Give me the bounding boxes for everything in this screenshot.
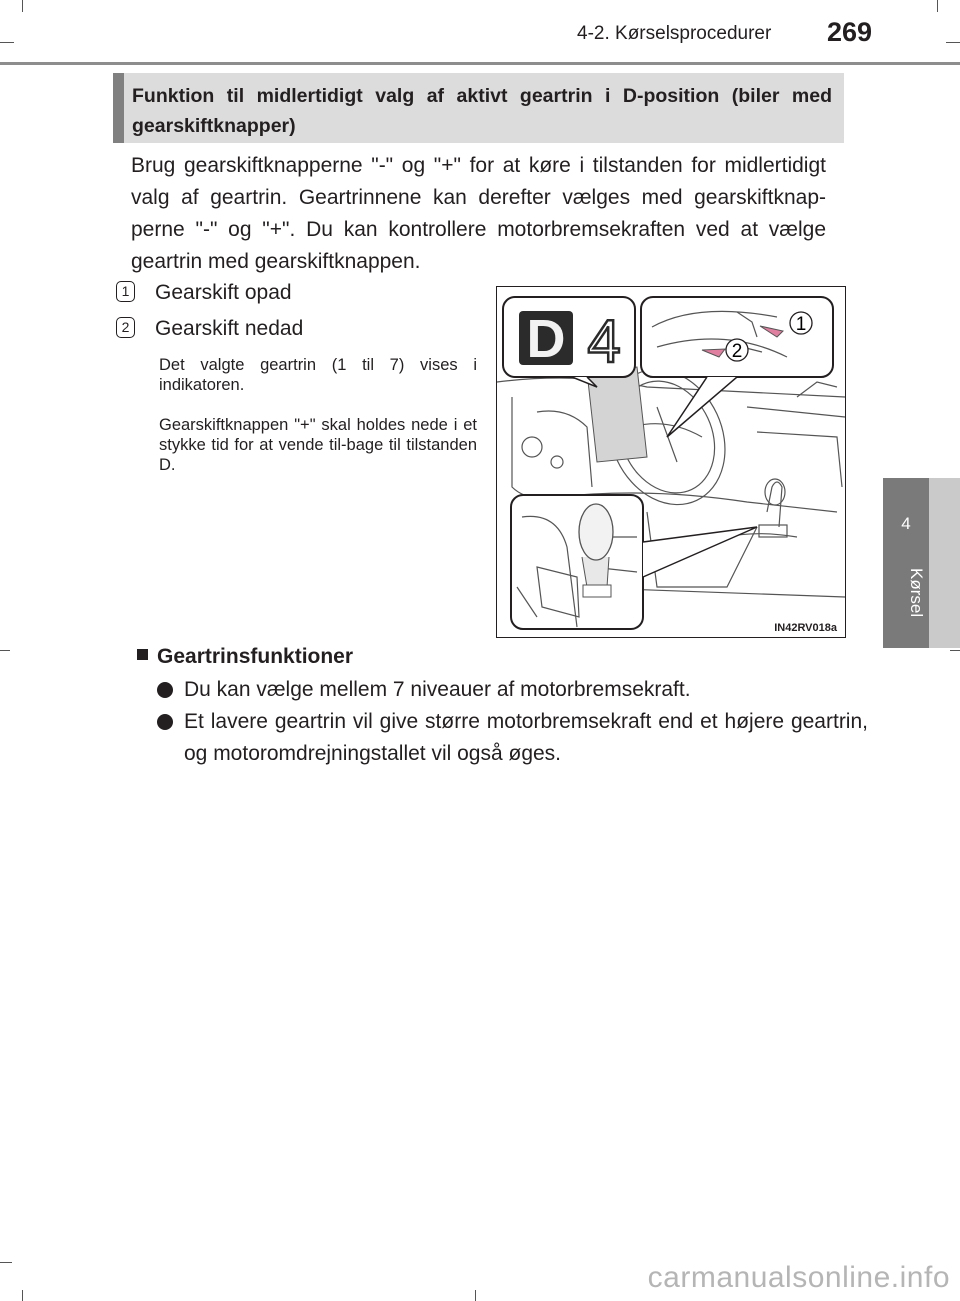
crop-mark: [950, 650, 960, 651]
crop-mark: [0, 650, 10, 651]
note-hold-button: Gearskiftknappen "+" skal holdes nede i et stykke tid for at vende til-bage til tilstanden D.: [159, 416, 477, 474]
item-label: Gearskift nedad: [155, 317, 304, 340]
list-item-upshift: [116, 281, 292, 305]
figure-code: IN42RV018a: [774, 622, 837, 634]
callout-number-2: 2: [731, 341, 743, 362]
page-number: 269: [827, 17, 873, 47]
callout-number-1: 1: [795, 314, 807, 335]
bullet-item: [157, 706, 868, 770]
crop-mark: [0, 1262, 12, 1263]
crop-mark: [0, 42, 14, 43]
crop-mark: [946, 42, 960, 43]
heading-title: Funktion til midlertidigt valg af aktivt geartrin i D-position (biler med gearskiftknapper): [132, 85, 832, 137]
section-title: 4-2. Kørselsprocedurer: [577, 23, 772, 44]
chapter-tab-label: Kørsel: [907, 568, 926, 618]
display-gear-letter: D: [526, 309, 566, 369]
item-label: Gearskift opad: [155, 281, 292, 304]
subsection-heading-text: Geartrinsfunktioner: [157, 645, 354, 668]
item-number-badge: 2: [116, 317, 135, 338]
bullet-text: Du kan vælge mellem 7 niveauer af motorbremsekraft.: [184, 678, 691, 701]
chapter-tab-number: 4: [901, 514, 911, 533]
crop-mark: [22, 1290, 23, 1301]
bullet-text: Et lavere geartrin vil give større motorbremsekraft end et højere geartrin, og motoromdrejningstallet vil også øges.: [184, 710, 868, 765]
heading-accent-bar: [113, 73, 124, 143]
watermark: carmanualsonline.info: [647, 1261, 950, 1294]
bullet-dot-icon: [157, 714, 173, 730]
crop-mark: [475, 1290, 476, 1301]
illustration-drawing: [497, 287, 845, 637]
display-gear-number: 4: [587, 308, 621, 375]
crop-mark: [937, 0, 938, 12]
intro-paragraph: Brug gearskiftknapperne "-" og "+" for at køre i tilstanden for midlertidigt valg af geartrin. Geartrinnene kan derefter vælges med gearskiftknap-perne "-" og "+". Du kan kontrollere motorbremsekraften ved at vælge geartrin med gearskiftknappen.: [131, 154, 826, 273]
item-number-badge: 1: [116, 281, 135, 302]
bullet-dot-icon: [157, 682, 173, 698]
square-bullet-icon: [137, 649, 148, 660]
note-indicator: Det valgte geartrin (1 til 7) vises i indikatoren.: [159, 356, 477, 394]
bullet-item: [157, 674, 868, 706]
list-item-downshift: [116, 317, 303, 341]
illustration-steering-wheel-shift-buttons: [496, 286, 846, 638]
subsection-heading: [137, 645, 353, 669]
header-rule: [0, 62, 960, 65]
crop-mark: [22, 0, 23, 12]
